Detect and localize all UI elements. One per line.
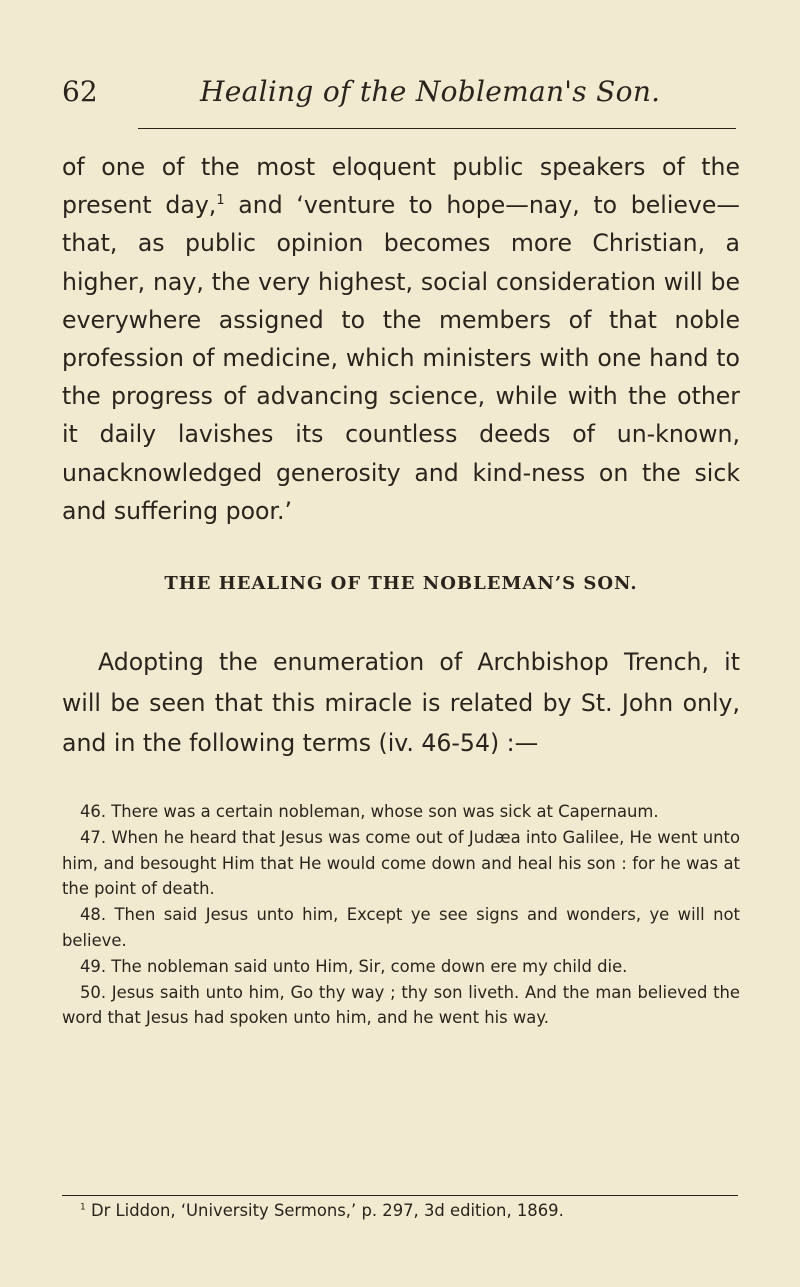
footnote-mark: 1 [80, 1202, 86, 1213]
running-head [62, 70, 738, 114]
verse-49: 49. The nobleman said unto Him, Sir, come down ere my child die. [80, 956, 628, 976]
section-heading: THE HEALING OF THE NOBLEMAN’S SON. [164, 573, 638, 594]
header-rule [138, 128, 736, 129]
footnote-rule [62, 1195, 738, 1196]
verse-46: 46. There was a certain nobleman, whose son was sick at Capernaum. [80, 802, 659, 821]
paragraph-text-after-ref: and ‘venture to hope—nay, to believe—that, as public opinion becomes more Christian, a higher, nay, the very highest, social consideration will be everywhere assigned to the members of that noble profession of medicine, which ministers with one hand to the progress of advancing science, while with the other it daily lavishes its countless deeds of un-known, unacknowledged generosity and kind-ness on the sick and suffering poor.’ [62, 191, 740, 525]
running-title: Healing of the Nobleman's Son. [200, 75, 661, 108]
footnote-reference: 1 [216, 193, 225, 209]
verse-50: 50. Jesus saith unto him, Go thy way ; thy son liveth. And the man believed the word that Jesus had spoken unto him, and he went his way. [62, 982, 740, 1028]
footnote-text: Dr Liddon, ‘University Sermons,’ p. 297, 3d edition, 1869. [85, 1201, 564, 1220]
verse-47: 47. When he heard that Jesus was come out of Judæa into Galilee, He went unto him, and besought Him that He would come down and heal his son : for he was at the point of death. [62, 827, 740, 899]
body-paragraph [62, 148, 740, 530]
scripture-verses [62, 799, 740, 1031]
paragraph-text-before-ref: of one of the most eloquent public speakers of the present day, [62, 153, 740, 220]
intro-paragraph: Adopting the enumeration of Archbishop Trench, it will be seen that this miracle is related by St. John only, and in the following terms (iv. 46-54) :— [62, 648, 740, 757]
page-number: 62 [62, 75, 98, 108]
footnote [62, 1199, 740, 1223]
verse-48: 48. Then said Jesus unto him, Except ye see signs and wonders, ye will not believe. [62, 905, 740, 950]
